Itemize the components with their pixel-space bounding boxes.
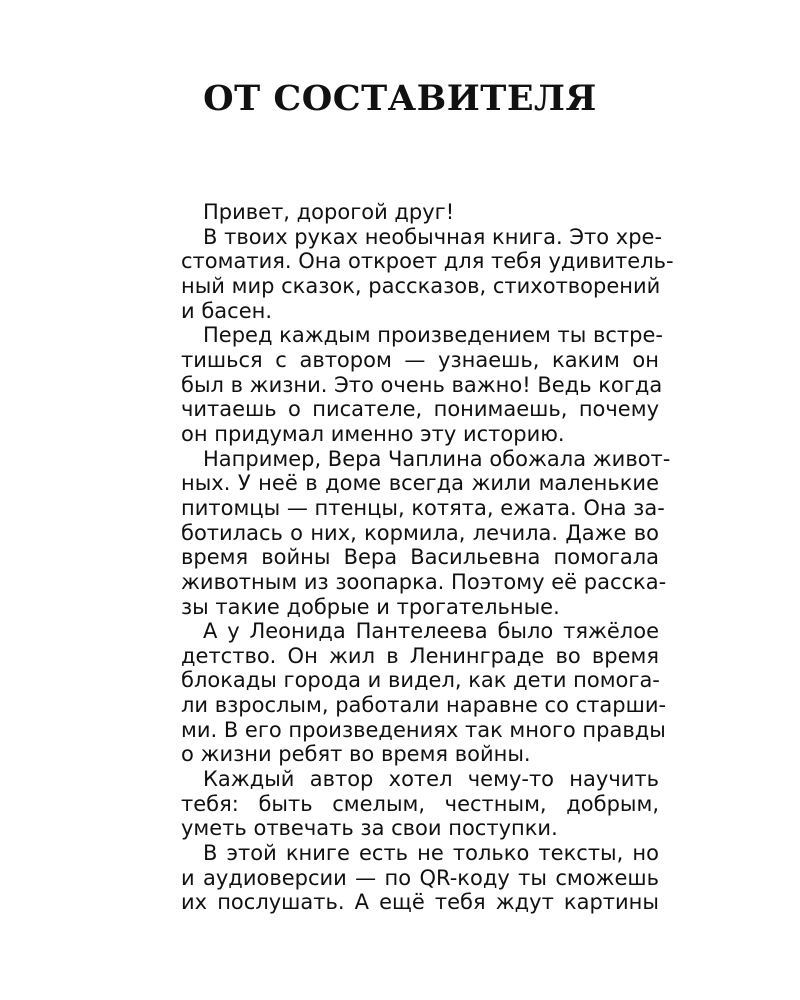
text-line: ботилась о них, кормила, лечила. Даже во [181,520,659,545]
body-text [181,200,674,915]
text-line: питомцы — птенцы, котята, ежата. Она за- [181,495,665,520]
text-line: читаешь о писателе, понимаешь, почему [181,397,659,422]
text-line: их послушать. А ещё тебя ждут картины [181,890,659,915]
text-line: детство. Он жил в Ленинграде во время [181,643,659,668]
paragraph [181,446,671,620]
text-line: тишься с автором — узнаешь, каким он [181,347,659,372]
text-line: был в жизни. Это очень важно! Ведь когда [181,372,663,397]
text-line: он придумал именно эту историю. [181,421,565,446]
text-line: зы такие добрые и трогательные. [181,594,560,619]
text-line: А у Леонида Пантелеева было тяжёлое [203,619,659,644]
text-line: Каждый автор хотел чему-то научить [203,767,659,792]
paragraph [181,767,659,841]
paragraph [181,323,663,446]
paragraph [181,200,659,225]
text-line: В этой книге есть не только тексты, но [203,841,659,866]
text-line: и басен. [181,298,273,323]
paragraph [181,841,659,915]
text-line: время войны Вера Васильевна помогала [181,545,659,570]
text-line: ный мир сказок, рассказов, стихотворений [181,273,661,298]
text-line: животным из зоопарка. Поэтому её расска- [181,569,667,594]
paragraph [181,619,667,767]
text-line: ли взрослым, работали наравне со старши- [181,693,667,718]
text-line: ми. В его произведениях так много правды [181,717,666,742]
text-line: и аудиоверсии — по QR-коду ты сможешь [181,865,659,890]
page-title: ОТ СОСТАВИТЕЛЯ [203,78,597,119]
text-line: В твоих руках необычная книга. Это хре- [203,224,663,249]
paragraph [181,224,674,324]
text-line: уметь отвечать за свои поступки. [181,816,558,841]
text-line: Привет, дорогой друг! [203,200,455,224]
text-line: стоматия. Она откроет для тебя удивитель- [181,249,674,274]
text-line: ных. У неё в доме всегда жили маленькие [181,471,659,496]
text-line: тебя: быть смелым, честным, добрым, [181,791,659,816]
text-line: Например, Вера Чаплина обожала живот- [203,446,671,471]
text-line: Перед каждым произведением ты встре- [203,323,663,348]
text-line: блокады города и видел, как дети помога- [181,668,660,693]
text-line: о жизни ребят во время войны. [181,742,531,767]
